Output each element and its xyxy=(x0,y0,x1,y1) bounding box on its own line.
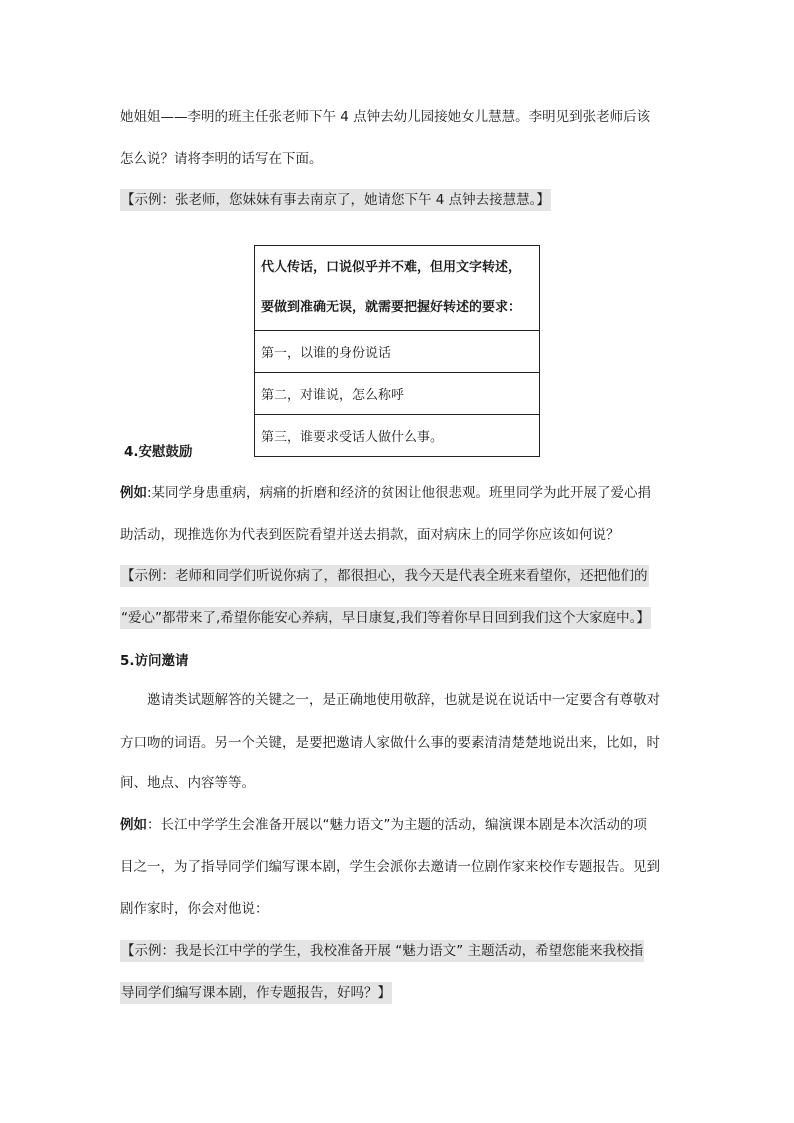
section-4-example-line-1 xyxy=(120,483,651,503)
table-row: 第三，谁要求受话人做什么事。 xyxy=(255,415,540,457)
section-5-line-2: 目之一，为了指导同学们编写课本剧，学生会派你去邀请一位剧作家来校作专题报告。见到 xyxy=(120,859,660,875)
example-label: 例如 xyxy=(120,817,147,833)
section-4-answer-line-2: “爱心”都带来了,希望你能安心养病，早日康复,我们等着你早日回到我们这个大家庭中。】 xyxy=(120,607,651,629)
intro-example: 【示例：张老师，您妹妹有事去南京了，她请您下午 4 点钟去接慧慧。】 xyxy=(120,189,551,211)
section-5-para-line-1: 邀请类试题解答的关键之一，是正确地使用敬辞，也就是说在说话中一定要含有尊敬对 xyxy=(147,692,660,708)
table-header-cell xyxy=(255,246,540,331)
section-5-para-line-3: 间、地点、内容等等。 xyxy=(120,775,255,791)
section-5-heading: 5.访问邀请 xyxy=(120,653,189,669)
table-row: 第二，对谁说，怎么称呼 xyxy=(255,373,540,415)
section-5-line-3: 剧作家时，你会对他说： xyxy=(120,901,269,917)
section-5-para-line-2: 方口吻的词语。另一个关键，是要把邀请人家做什么事的要素清清楚楚地说出来，比如，时 xyxy=(120,735,660,751)
section-4-answer-line-1: 【示例：老师和同学们听说你病了，都很担心，我今天是代表全班来看望你，还把他们的 xyxy=(120,565,649,587)
table-header-line-2: 要做到准确无误，就需要把握好转述的要求： xyxy=(261,300,522,315)
intro-line-2: 怎么说？请将李明的话写在下面。 xyxy=(120,151,323,167)
section-4-heading: 4.安慰鼓励 xyxy=(124,444,193,460)
section-4-line-2: 助活动，现推选你为代表到医院看望并送去捐款，面对病床上的同学你应该如何说？ xyxy=(120,527,620,543)
section-5-answer-line-2: 导同学们编写课本剧，作专题报告，好吗？】 xyxy=(120,982,392,1004)
section-5-text-1: ：长江中学学生会准备开展以“魅力语文”为主题的活动，编演课本剧是本次活动的项 xyxy=(147,817,647,833)
section-5-example-line-1 xyxy=(120,815,647,835)
intro-line-1: 她姐姐——李明的班主任张老师下午 4 点钟去幼儿园接她女儿慧慧。李明见到张老师后该 xyxy=(120,109,651,125)
table-row: 第一，以谁的身份说话 xyxy=(255,331,540,373)
section-4-text-1: :某同学身患重病，病痛的折磨和经济的贫困让他很悲观。班里同学为此开展了爱心捐 xyxy=(147,485,652,501)
requirements-table xyxy=(254,245,540,457)
example-label: 例如 xyxy=(120,485,147,501)
table-header-line-1: 代人传话，口说似乎并不难，但用文字转述， xyxy=(261,260,522,275)
section-5-answer-line-1: 【示例：我是长江中学的学生，我校准备开展 “魅力语文” 主题活动，希望您能来我校指 xyxy=(120,940,644,962)
